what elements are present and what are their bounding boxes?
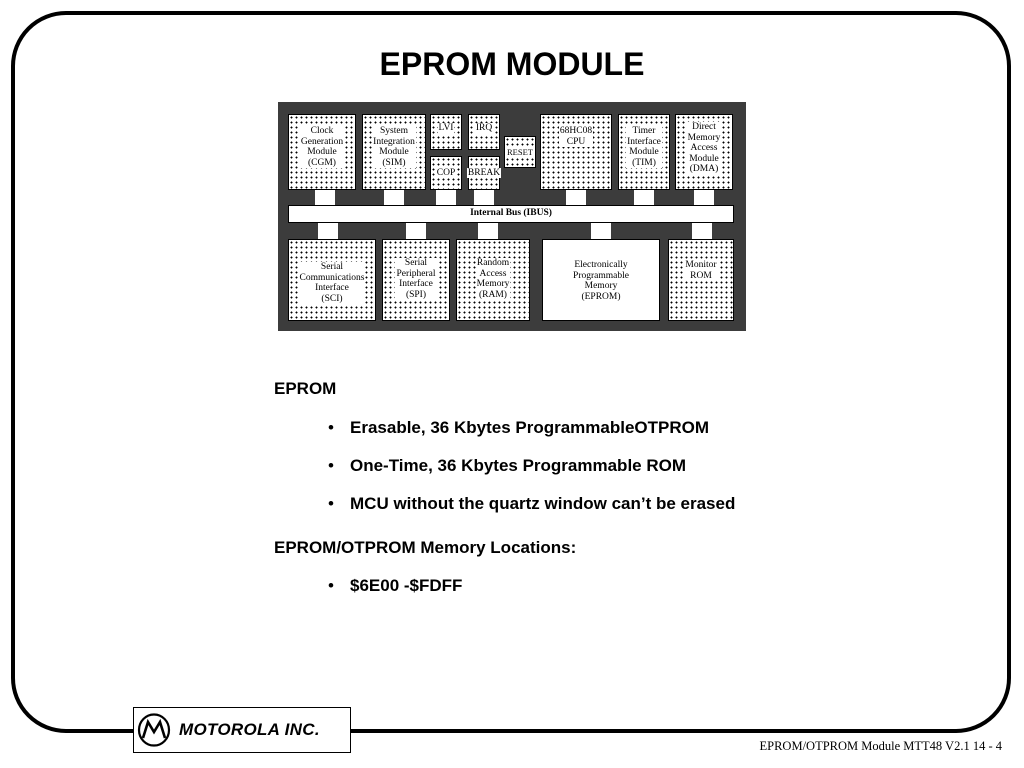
block-irq: IRQ bbox=[468, 114, 500, 150]
internal-bus: Internal Bus (IBUS) bbox=[288, 205, 734, 223]
motorola-logo bbox=[133, 707, 351, 753]
bus-connector bbox=[406, 223, 426, 239]
block-tim: Timer Interface Module (TIM) bbox=[618, 114, 670, 190]
block-lvi: LVI bbox=[430, 114, 462, 150]
block-reset: RESET bbox=[504, 136, 536, 168]
bus-connector bbox=[478, 223, 498, 239]
section-heading-memory-locations: EPROM/OTPROM Memory Locations: bbox=[274, 538, 577, 557]
block-cop: COP bbox=[430, 156, 462, 190]
bullet-item: • $6E00 -$FDFF bbox=[350, 576, 462, 596]
motorola-batwing-icon bbox=[137, 713, 171, 747]
block-diagram bbox=[278, 102, 746, 331]
bus-connector bbox=[436, 190, 456, 205]
bus-connector bbox=[591, 223, 611, 239]
block-cgm: Clock Generation Module (CGM) bbox=[288, 114, 356, 190]
block-sci: Serial Communications Interface (SCI) bbox=[288, 239, 376, 321]
block-dma: Direct Memory Access Module (DMA) bbox=[675, 114, 733, 190]
block-sim: System Integration Module (SIM) bbox=[362, 114, 426, 190]
bus-connector bbox=[318, 223, 338, 239]
bus-connector bbox=[566, 190, 586, 205]
bus-connector bbox=[634, 190, 654, 205]
block-eprom: Electronically Programmable Memory (EPROM) bbox=[542, 239, 660, 321]
section-heading-eprom: EPROM bbox=[274, 379, 337, 398]
logo-wordmark: MOTOROLA INC. bbox=[179, 720, 320, 739]
footer-text: EPROM/OTPROM Module MTT48 V2.1 14 - 4 bbox=[759, 739, 1002, 753]
block-cpu: 68HC08 CPU bbox=[540, 114, 612, 190]
bullet-item: • One-Time, 36 Kbytes Programmable ROM bbox=[350, 456, 686, 476]
bullet-item: • MCU without the quartz window can’t be erased bbox=[350, 494, 735, 514]
bus-connector bbox=[315, 190, 335, 205]
bullet-item: • Erasable, 36 Kbytes ProgrammableOTPROM bbox=[350, 418, 709, 438]
bus-connector bbox=[694, 190, 714, 205]
page-title: EPROM MODULE bbox=[379, 46, 645, 82]
block-spi: Serial Peripheral Interface (SPI) bbox=[382, 239, 450, 321]
bus-connector bbox=[474, 190, 494, 205]
block-ram: Random Access Memory (RAM) bbox=[456, 239, 530, 321]
block-break: BREAK bbox=[468, 156, 500, 190]
bus-connector bbox=[692, 223, 712, 239]
block-monitor-rom: Monitor ROM bbox=[668, 239, 734, 321]
bus-connector bbox=[384, 190, 404, 205]
